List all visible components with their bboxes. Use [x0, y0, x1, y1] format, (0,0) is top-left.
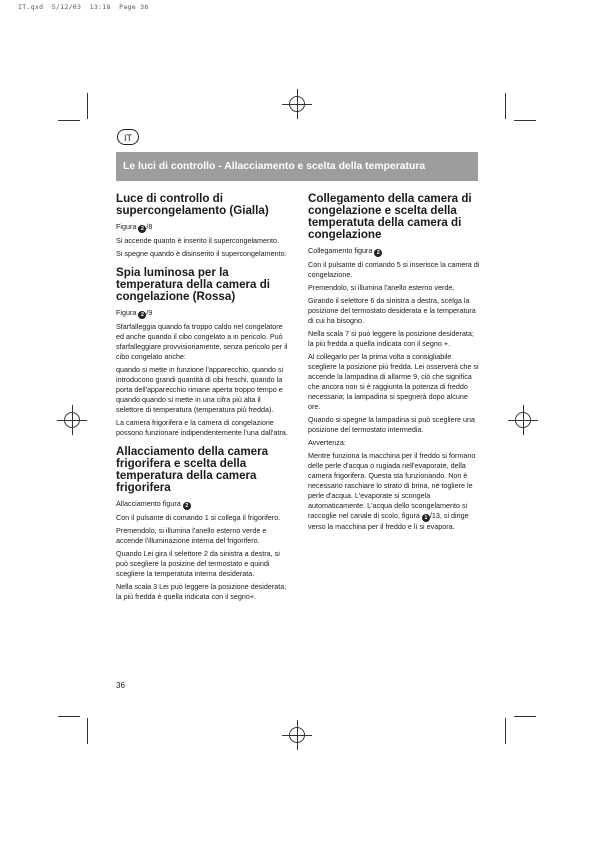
figure-reference: Allacciamento figura 2	[116, 499, 288, 510]
paragraph: Si spegne quando è disinserito il supercongelamento.	[116, 249, 287, 258]
paragraph: Al collegarlo per la prima volta a consigliabile scegliere la posizione più fredda. Lei osserverà che si accende la lampadina di allarme 9, ciò che significa che ancora non si è raggiunta la potenza di freddo necessaria; la lampadina si spegnerà dopo alcune ore.	[308, 352, 479, 411]
paragraph: Nella scala 7 si può leggere la posizione desiderata; la più fredda a quella indicata con il segno +.	[308, 329, 474, 348]
crop-mark	[505, 93, 506, 119]
crop-mark	[514, 716, 536, 717]
registration-mark	[289, 727, 305, 743]
figure-reference: Figura 2 /8	[116, 222, 153, 232]
language-badge: IT	[117, 129, 139, 145]
right-column	[308, 193, 480, 535]
page-number: 36	[116, 681, 125, 690]
section-heading: Spia luminosa per la temperatura della camera di congelazione (Rossa)	[116, 266, 271, 303]
paragraph: Con il pulsante di comando 5 si inserisce la camera di congelazione.	[308, 260, 480, 279]
crop-mark	[514, 120, 536, 121]
figure-badge: 2	[138, 225, 146, 233]
paragraph: Premendolo, si illumina l'anello esterno verde.	[308, 283, 455, 292]
figure-badge: 2	[183, 502, 191, 510]
figure-reference: Figura 2 /9	[116, 308, 153, 318]
warning-label: Avvertenza:	[308, 438, 346, 447]
paragraph: Nella scala 3 Lei può leggere la posizione desiderata; la più fredda è quella indicata con il segno+.	[116, 582, 287, 601]
paragraph: Quando Lei gira il selettore 2 da sinistra a destra, si può scegliere la posizine del termostato e quindi scegliere la temperatuta interna desiderata.	[116, 549, 280, 578]
left-column	[116, 193, 288, 605]
paragraph: Quando si spegne la lampadina si può scegliere una posizione del termostato intermedia.	[308, 415, 476, 434]
paragraph: Girando il selettore 6 da sinistra a destra, scelga la posizione del termostato desiderata e la temperatura di cui ha bisogno.	[308, 296, 476, 325]
paragraph: quando si mette in funzione l'apparecchio, quando si introducono grandi quantità di cibi freschi, quando la porta dell'apparecchio rimane aperta troppo tempo e quando quando si mette in una cifra più alta il selettore di temperatura (temperatura più fredda).	[116, 365, 284, 414]
figure-badge: 2	[374, 249, 382, 257]
warning-paragraph: Mentre funziona la macchina per il freddo si formano delle perle d'acqua o rugiada nell'evaporate, della camera frigorifera. Questa sta funzionando. Non è necessario raschiare lo strato di brina, né togliere le perle d'acqua. L'evaporate si scongela automaticamente. L'acqua dello scongelamento si raccoglie nel canale di scolo, figura 1 /13, si dirige verso la macchina per il freddo e lì si evapora.	[308, 451, 476, 531]
crop-mark	[87, 718, 88, 744]
registration-mark	[515, 412, 531, 428]
registration-mark	[64, 412, 80, 428]
crop-mark	[505, 718, 506, 744]
section-heading: Luce di controllo di supercongelamento (Gialla)	[116, 192, 269, 217]
paragraph: Sfarfalleggia quando fa troppo caldo nel congelatore ed anche quando il cibo congelato a in pericolo. Può sfarfalleggiare provvisioriamente, senza pericolo per il cibo congelato anche:	[116, 322, 288, 361]
figure-reference: Collegamento figura 2	[308, 246, 480, 257]
section-banner: Le luci di controllo - Allacciamento e scelta della temperatura	[116, 152, 478, 181]
figure-badge: 2	[138, 311, 146, 319]
print-slug-line: IT.qxd 5/12/03 13:18 Page 36	[18, 3, 149, 11]
crop-mark	[87, 93, 88, 119]
paragraph: Si accende quanto è inserito il supercongelamento.	[116, 236, 280, 245]
paragraph: La camera frigorifera e la camera di congelazione possono funzionare indipendentemente l'una dall'atra.	[116, 418, 288, 437]
figure-badge: 1	[422, 514, 430, 522]
section-heading: Allacciamento della camera frigorifera e scelta della temperatura della camera frigorifera	[116, 445, 269, 494]
paragraph: Con il pulsante di comando 1 si collega il frigorifero.	[116, 513, 281, 522]
paragraph: Premendolo, si illumina l'anello esterno verde e accende l'illuminazione interna del frigorifero.	[116, 526, 267, 545]
section-heading: Collegamento della camera di congelazione e scelta della temperatuta della camera di congelazione	[308, 192, 472, 241]
registration-mark	[289, 96, 305, 112]
crop-mark	[58, 716, 80, 717]
crop-mark	[58, 120, 80, 121]
